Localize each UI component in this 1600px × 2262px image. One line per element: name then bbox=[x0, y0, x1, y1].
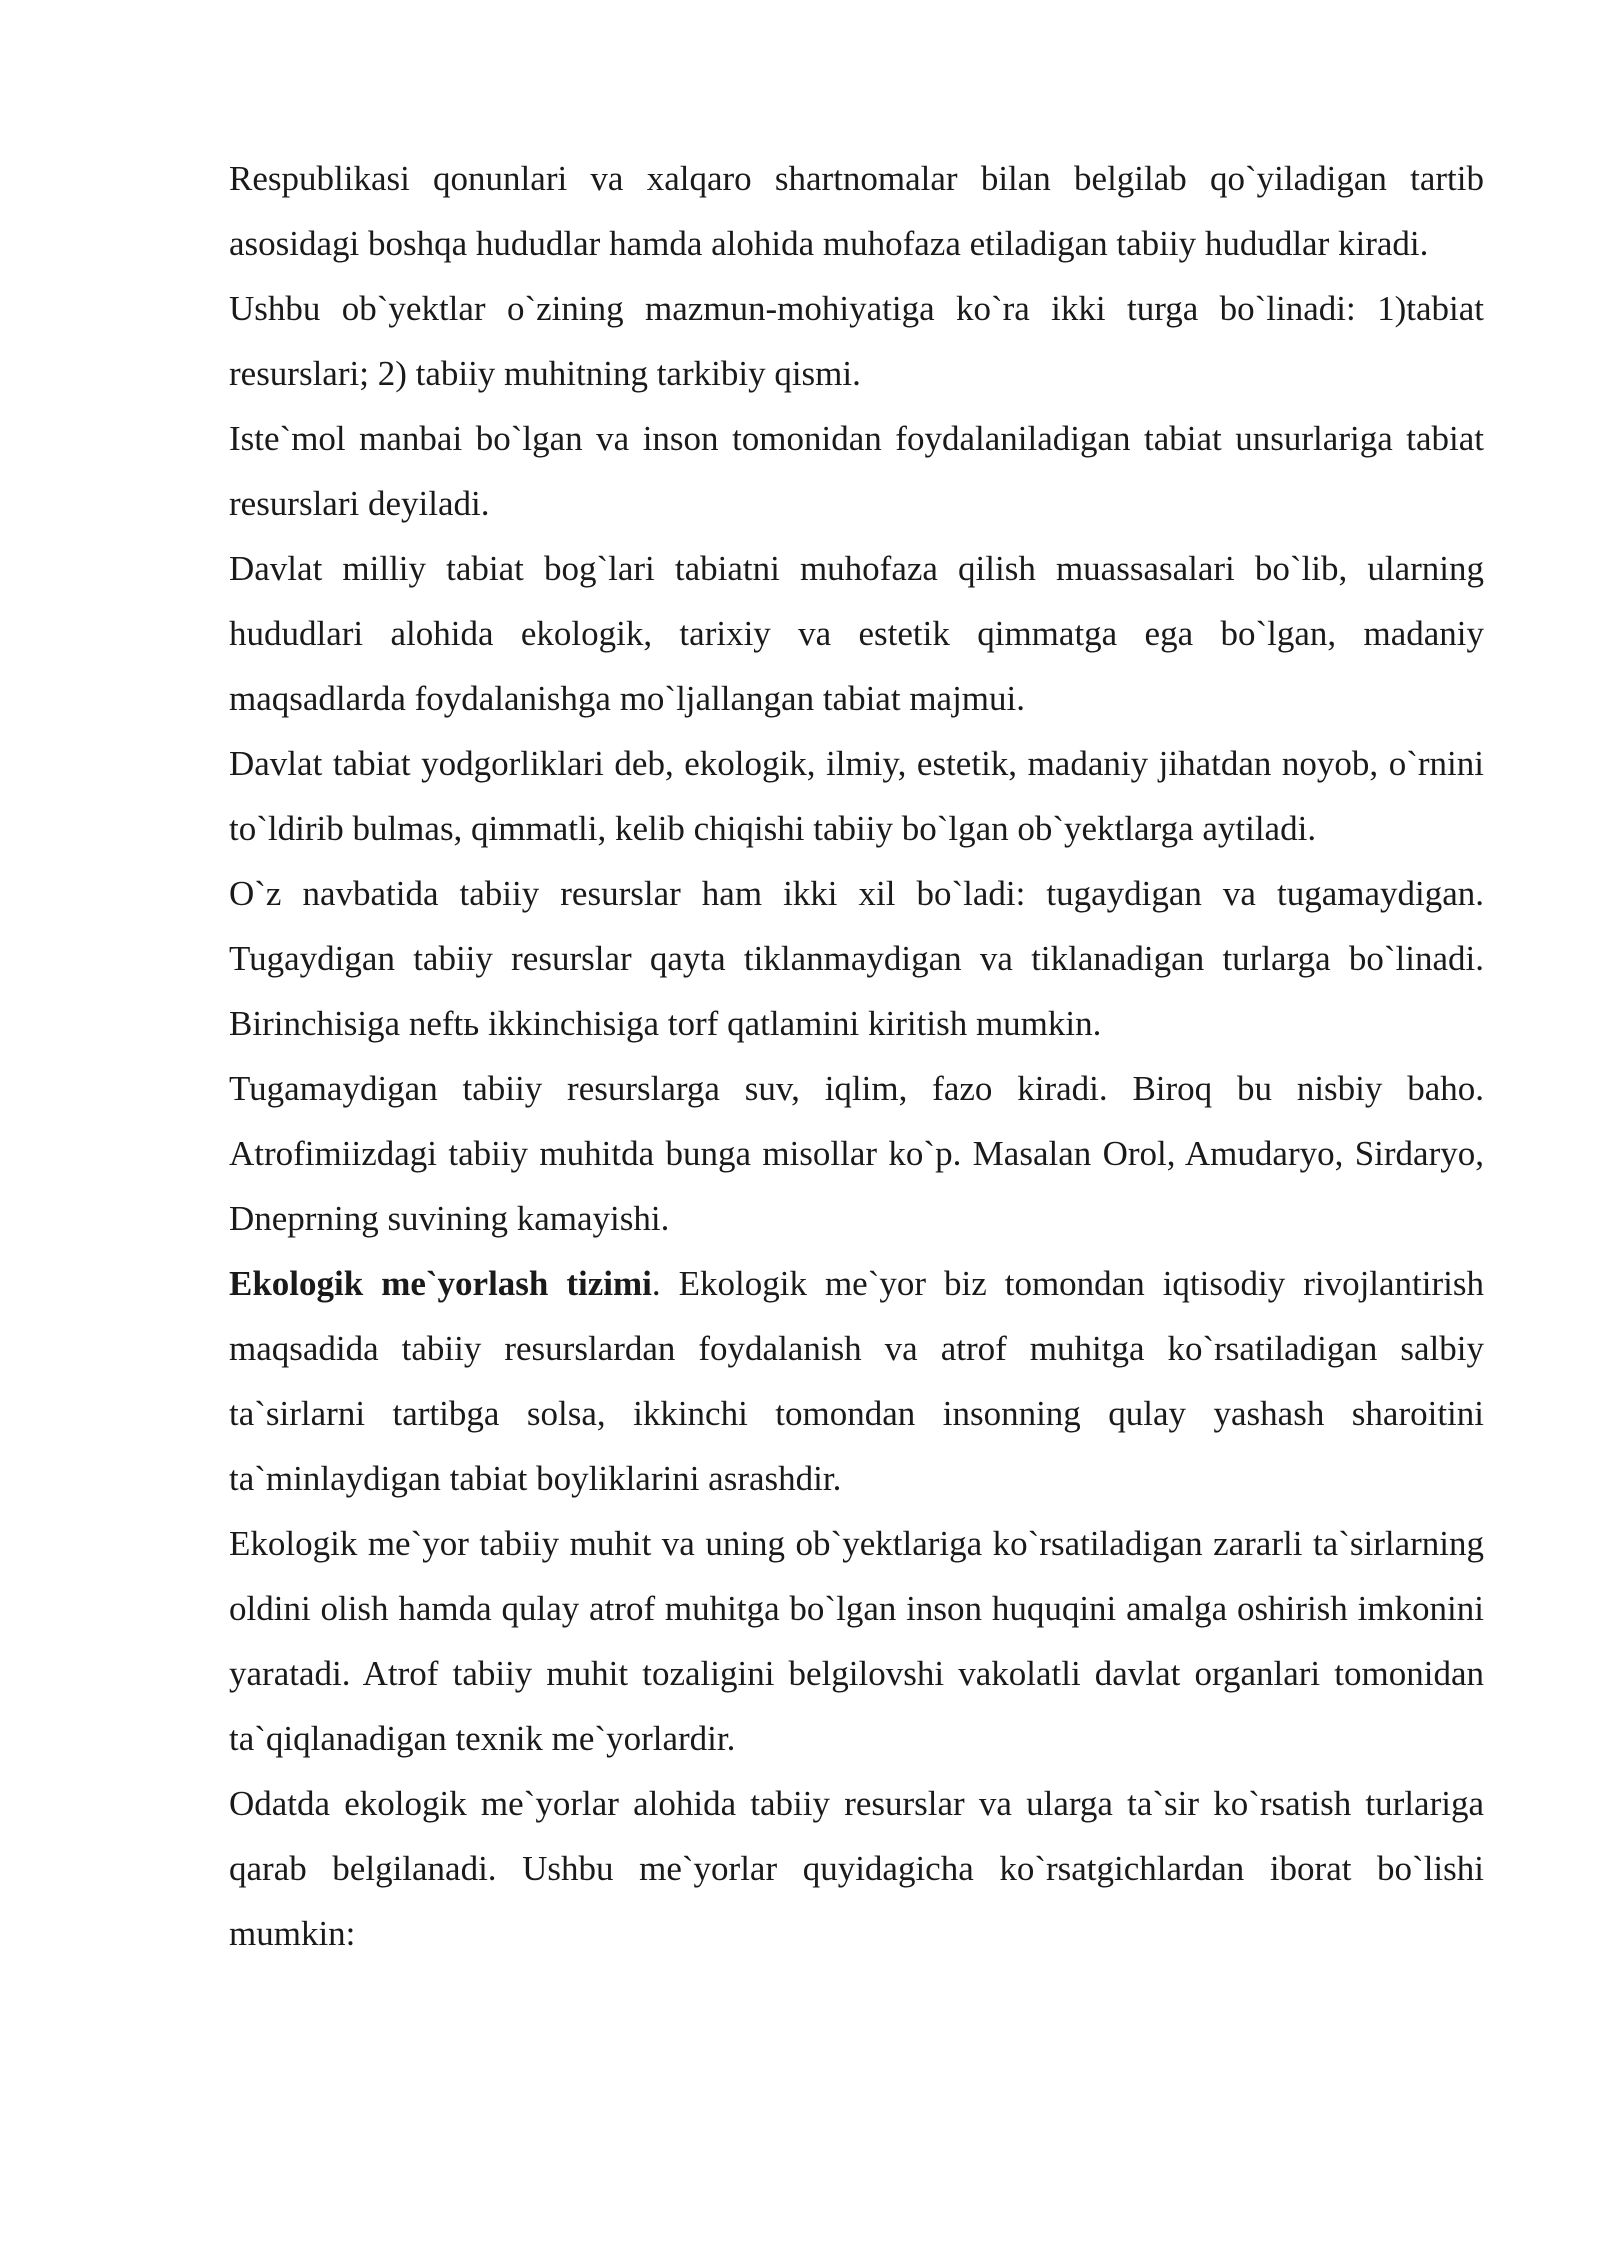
section-heading: Ekologik me`yorlash tizimi bbox=[229, 1264, 652, 1303]
document-body bbox=[229, 146, 1484, 1966]
paragraph-4: Davlat milliy tabiat bog`lari tabiatni muhofaza qilish muassasalari bo`lib, ularning hududlari alohida ekologik, tarixiy va estetik qimmatga ega bo`lgan, madaniy maqsadlarda foydalanishga mo`ljallangan tabiat majmui. bbox=[229, 549, 1484, 718]
paragraph-5: Davlat tabiat yodgorliklari deb, ekologik, ilmiy, estetik, madaniy jihatdan noyob, o`rnini to`ldirib bulmas, qimmatli, kelib chiqishi tabiiy bo`lgan ob`yektlarga aytiladi. bbox=[229, 744, 1484, 848]
paragraph-8-text: . Ekologik me`yor biz tomondan iqtisodiy rivojlantirish maqsadida tabiiy resurslardan foydalanish va atrof muhitga ko`rsatiladigan salbiy ta`sirlarni tartibga solsa, ikkinchi tomondan insonning qulay yashash sharoitini ta`minlaydigan tabiat boyliklarini asrashdir. bbox=[229, 1264, 1485, 1498]
paragraph-2: Ushbu ob`yektlar o`zining mazmun-mohiyatiga ko`ra ikki turga bo`linadi: 1)tabiat resurslari; 2) tabiiy muhitning tarkibiy qismi. bbox=[229, 289, 1484, 393]
paragraph-1: Respublikasi qonunlari va xalqaro shartnomalar bilan belgilab qo`yiladigan tartib asosidagi boshqa hududlar hamda alohida muhofaza etiladigan tabiiy hududlar kiradi. bbox=[229, 159, 1484, 263]
paragraph-9: Ekologik me`yor tabiiy muhit va uning ob`yektlariga ko`rsatiladigan zararli ta`sirlarning oldini olish hamda qulay atrof muhitga bo`lgan inson huquqini amalga oshirish imkonini yaratadi. Atrof tabiiy muhit tozaligini belgilovshi vakolatli davlat organlari tomonidan ta`qiqlanadigan texnik me`yorlardir. bbox=[229, 1524, 1484, 1758]
paragraph-3: Iste`mol manbai bo`lgan va inson tomonidan foydalaniladigan tabiat unsurlariga tabiat resurslari deyiladi. bbox=[229, 419, 1484, 523]
paragraph-8 bbox=[229, 1251, 1484, 1511]
paragraph-10: Odatda ekologik me`yorlar alohida tabiiy resurslar va ularga ta`sir ko`rsatish turlariga qarab belgilanadi. Ushbu me`yorlar quyidagicha ko`rsatgichlardan iborat bo`lishi mumkin: bbox=[229, 1784, 1484, 1953]
paragraph-6: O`z navbatida tabiiy resurslar ham ikki xil bo`ladi: tugaydigan va tugamaydigan. Tugaydigan tabiiy resurslar qayta tiklanmaydigan va tiklanadigan turlarga bo`linadi. Birinchisiga neftь ikkinchisiga torf qatlamini kiritish mumkin. bbox=[229, 874, 1484, 1043]
paragraph-7: Tugamaydigan tabiiy resurslarga suv, iqlim, fazo kiradi. Biroq bu nisbiy baho. Atrofimiizdagi tabiiy muhitda bunga misollar ko`p. Masalan Orol, Amudaryo, Sirdaryo, Dneprning suvining kamayishi. bbox=[229, 1069, 1484, 1238]
